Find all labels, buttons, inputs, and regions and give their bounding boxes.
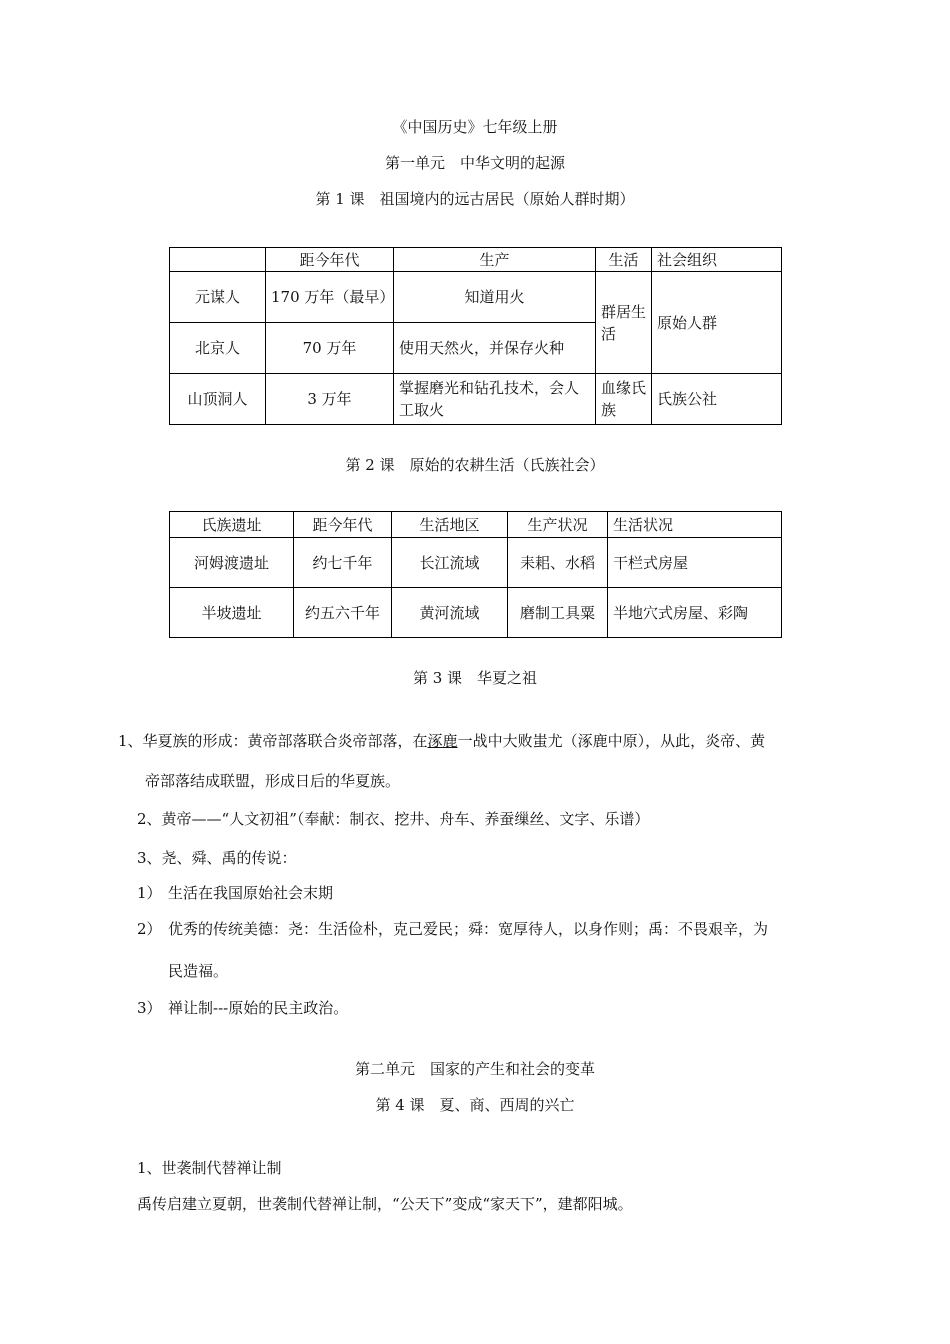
table-row: [170, 272, 782, 323]
paragraph-legends: 3、尧、舜、禹的传说：: [137, 849, 297, 867]
table-cell: 使用天然火，并保存火种: [394, 323, 596, 374]
unit-2-title: 第二单元 国家的产生和社会的变革: [354, 1060, 595, 1078]
table-header-row: [170, 512, 782, 538]
paragraph-heading: 1、世袭制代替禅让制: [137, 1159, 282, 1177]
table-cell: 血缘氏族: [596, 374, 652, 425]
header-cell: 距今年代: [294, 512, 392, 538]
header-cell: [170, 248, 266, 272]
table-row: [170, 374, 782, 425]
table-cell: 原始人群: [652, 272, 782, 374]
table-cell: 掌握磨光和钻孔技术，会人工取火: [394, 374, 596, 425]
paragraph-continuation: 帝部落结成联盟，形成日后的华夏族。: [145, 772, 401, 790]
table-cell: 70 万年: [266, 323, 394, 374]
header-cell: 社会组织: [652, 248, 782, 272]
lesson-1-title: 第 1 课 祖国境内的远古居民（原始人群时期）: [315, 190, 635, 208]
table-cell: 耒耜、水稻: [508, 538, 608, 588]
list-item-continuation: 民造福。: [168, 962, 229, 980]
paragraph-xia-dynasty: 禹传启建立夏朝，世袭制代替禅让制，“公天下”变成“家天下”，建都阳城。: [137, 1195, 633, 1213]
header-cell: 生产状况: [508, 512, 608, 538]
table-cell: 磨制工具粟: [508, 588, 608, 638]
table-cell: 北京人: [170, 323, 266, 374]
table-cell: 约七千年: [294, 538, 392, 588]
list-item: [137, 882, 334, 903]
lesson-4-title: 第 4 课 夏、商、西周的兴亡: [375, 1096, 575, 1114]
list-number: 1）: [137, 884, 162, 902]
table-cell: 氏族公社: [652, 374, 782, 425]
table-row: [170, 588, 782, 638]
list-item: [137, 997, 349, 1018]
list-number: 3）: [137, 999, 162, 1017]
paragraph-huaxia-formation: [118, 730, 765, 751]
unit-1-title: 第一单元 中华文明的起源: [384, 154, 565, 172]
table-cell: 170 万年（最早）: [266, 272, 394, 323]
table-cell: 3 万年: [266, 374, 394, 425]
header-cell: 生活: [596, 248, 652, 272]
list-number: 2）: [137, 920, 162, 938]
paragraph-huangdi: 2、黄帝——“人文初祖”（奉献：制衣、挖井、舟车、养蚕缫丝、文字、乐谱）: [137, 810, 650, 828]
text-segment: 一战中大败蚩尤（涿鹿中原），从此，炎帝、黄: [457, 732, 766, 750]
text-segment: 1、华夏族的形成：黄帝部落联合炎帝部落，在: [118, 732, 428, 750]
table-cell: 黄河流域: [392, 588, 508, 638]
header-cell: 生活地区: [392, 512, 508, 538]
header-cell: 距今年代: [266, 248, 394, 272]
list-text: 禅让制---原始的民主政治。: [168, 999, 349, 1017]
table-primitive-humans: [169, 247, 782, 425]
table-cell: 约五六千年: [294, 588, 392, 638]
table-cell: 半坡遗址: [170, 588, 294, 638]
table-clan-sites: [169, 511, 782, 638]
underlined-place-name: 涿鹿: [427, 732, 458, 750]
header-cell: 氏族遗址: [170, 512, 294, 538]
table-cell: 长江流域: [392, 538, 508, 588]
table-header-row: [170, 248, 782, 272]
list-item: [137, 918, 769, 939]
table-cell: 半地穴式房屋、彩陶: [608, 588, 782, 638]
table-row: [170, 538, 782, 588]
book-title: 《中国历史》七年级上册: [392, 118, 558, 136]
lesson-2-title: 第 2 课 原始的农耕生活（氏族社会）: [345, 456, 605, 474]
table-cell: 河姆渡遗址: [170, 538, 294, 588]
table-cell: 群居生活: [596, 272, 652, 374]
table-cell: 山顶洞人: [170, 374, 266, 425]
lesson-3-title: 第 3 课 华夏之祖: [412, 669, 538, 687]
list-text: 优秀的传统美德：尧：生活俭朴，克己爱民；舜：宽厚待人，以身作则；禹：不畏艰辛，为: [168, 920, 769, 938]
table-cell: 元谋人: [170, 272, 266, 323]
header-cell: 生产: [394, 248, 596, 272]
table-cell: 干栏式房屋: [608, 538, 782, 588]
list-text: 生活在我国原始社会末期: [168, 884, 334, 902]
header-cell: 生活状况: [608, 512, 782, 538]
table-cell: 知道用火: [394, 272, 596, 323]
